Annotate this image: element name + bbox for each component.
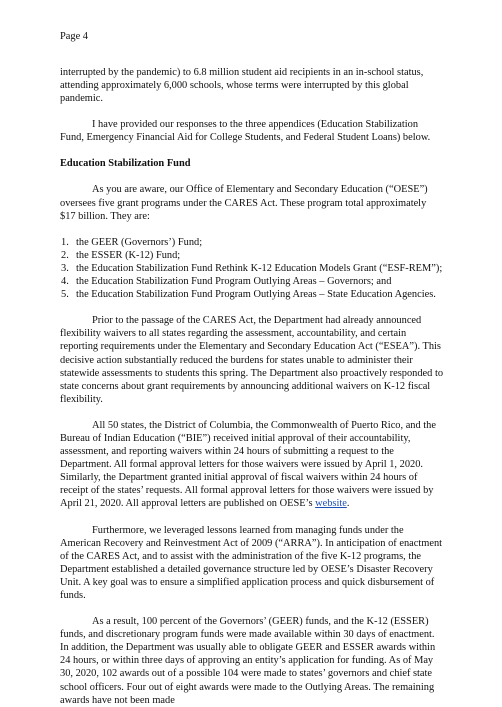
paragraph-flexibility-waivers: Prior to the passage of the CARES Act, the Department had already announced flexibility waivers to all states regarding the assessment, accountability, and certain reporting requirements under the Elementary and Secondary Education Act (“ESEA”). This decisive action substantially reduced the burdens for states unable to administer their statewide assessments to students this spring. The Department also proactively responded to state concerns about grant requirements by announcing additional waivers on K-12 fiscal flexibility.	[60, 315, 444, 405]
paragraph-appendices: I have provided our responses to the three appendices (Education Stabilization Fund, Emergency Financial Aid for College Students, and Federal Student Loans) below.	[60, 119, 431, 144]
paragraph-pandemic-recipients: interrupted by the pandemic) to 6.8 million student aid recipients in an in-school status, attending approximately 6,000 schools, whose terms were interrupted by this global pandemic.	[60, 67, 424, 105]
paragraph-waiver-approvals-text: All 50 states, the District of Columbia, the Commonwealth of Puerto Rico, and the Bureau of Indian Education (“BIE”) received initial approval of their accountability, assessment, and reporting waivers within 24 hours of submitting a request to the Department. All formal approval letters for those waivers were issued by April 1, 2020. Similarly, the Department granted initial approval of fiscal waivers within 24 hours of receipt of the states’ requests. All formal approval letters for those waivers were issued by April 21, 2020. All approval letters are published on OESE’s	[60, 419, 436, 510]
paragraph-oese-programs: As you are aware, our Office of Elementary and Secondary Education (“OESE”) oversees five grant programs under the CARES Act. These program total approximately $17 billion. They are:	[60, 184, 428, 222]
paragraph-arra-lessons: Furthermore, we leveraged lessons learned from managing funds under the American Recovery and Reinvestment Act of 2009 (“ARRA”). In anticipation of enactment of the CARES Act, and to assist with the administration of the five K-12 programs, the Department established a detailed governance structure led by OESE’s Disaster Recovery Unit. A key goal was to ensure a simplified application process and quick disbursement of funds.	[60, 524, 443, 601]
list-item-number: 1.	[61, 236, 69, 248]
section-heading: Education Stabilization Fund	[60, 158, 191, 170]
paragraph-fund-availability: As a result, 100 percent of the Governors’ (GEER) funds, and the K-12 (ESSER) funds, and discretionary program funds were made available within 30 days of enactment. In addition, the Department was usually able to obligate GEER and ESSER awards within 24 hours, or within three days of approving an entity’s application for funding. As of May 30, 2020, 102 awards out of a possible 104 were made to states’ governors and chief state school officers. Four out of eight awards were made to the Outlying Areas. The remaining awards have not been made	[60, 616, 436, 706]
oese-website-link[interactable]: website	[315, 498, 347, 510]
list-item	[60, 262, 444, 275]
list-item-text: the ESSER (K-12) Fund;	[76, 249, 181, 261]
paragraph-waiver-approvals	[60, 419, 444, 511]
list-item-text: the GEER (Governors’) Fund;	[76, 236, 203, 248]
list-item-number: 4.	[61, 276, 69, 288]
list-item	[60, 236, 444, 249]
paragraph-end-period: .	[346, 498, 350, 510]
list-item-number: 3.	[61, 262, 69, 274]
list-item-text: the Education Stabilization Fund Program Outlying Areas – Governors; and	[76, 276, 392, 288]
list-item	[60, 275, 444, 288]
list-item	[60, 288, 444, 301]
grant-program-list	[60, 236, 444, 301]
list-item-number: 2.	[61, 249, 69, 261]
list-item-number: 5.	[61, 289, 69, 301]
list-item-text: the Education Stabilization Fund Rethink K-12 Education Models Grant (“ESF-REM”);	[76, 262, 443, 274]
list-item-text: the Education Stabilization Fund Program Outlying Areas – State Education Agencies.	[76, 289, 436, 301]
list-item	[60, 249, 444, 262]
page-number: Page 4	[60, 31, 88, 42]
